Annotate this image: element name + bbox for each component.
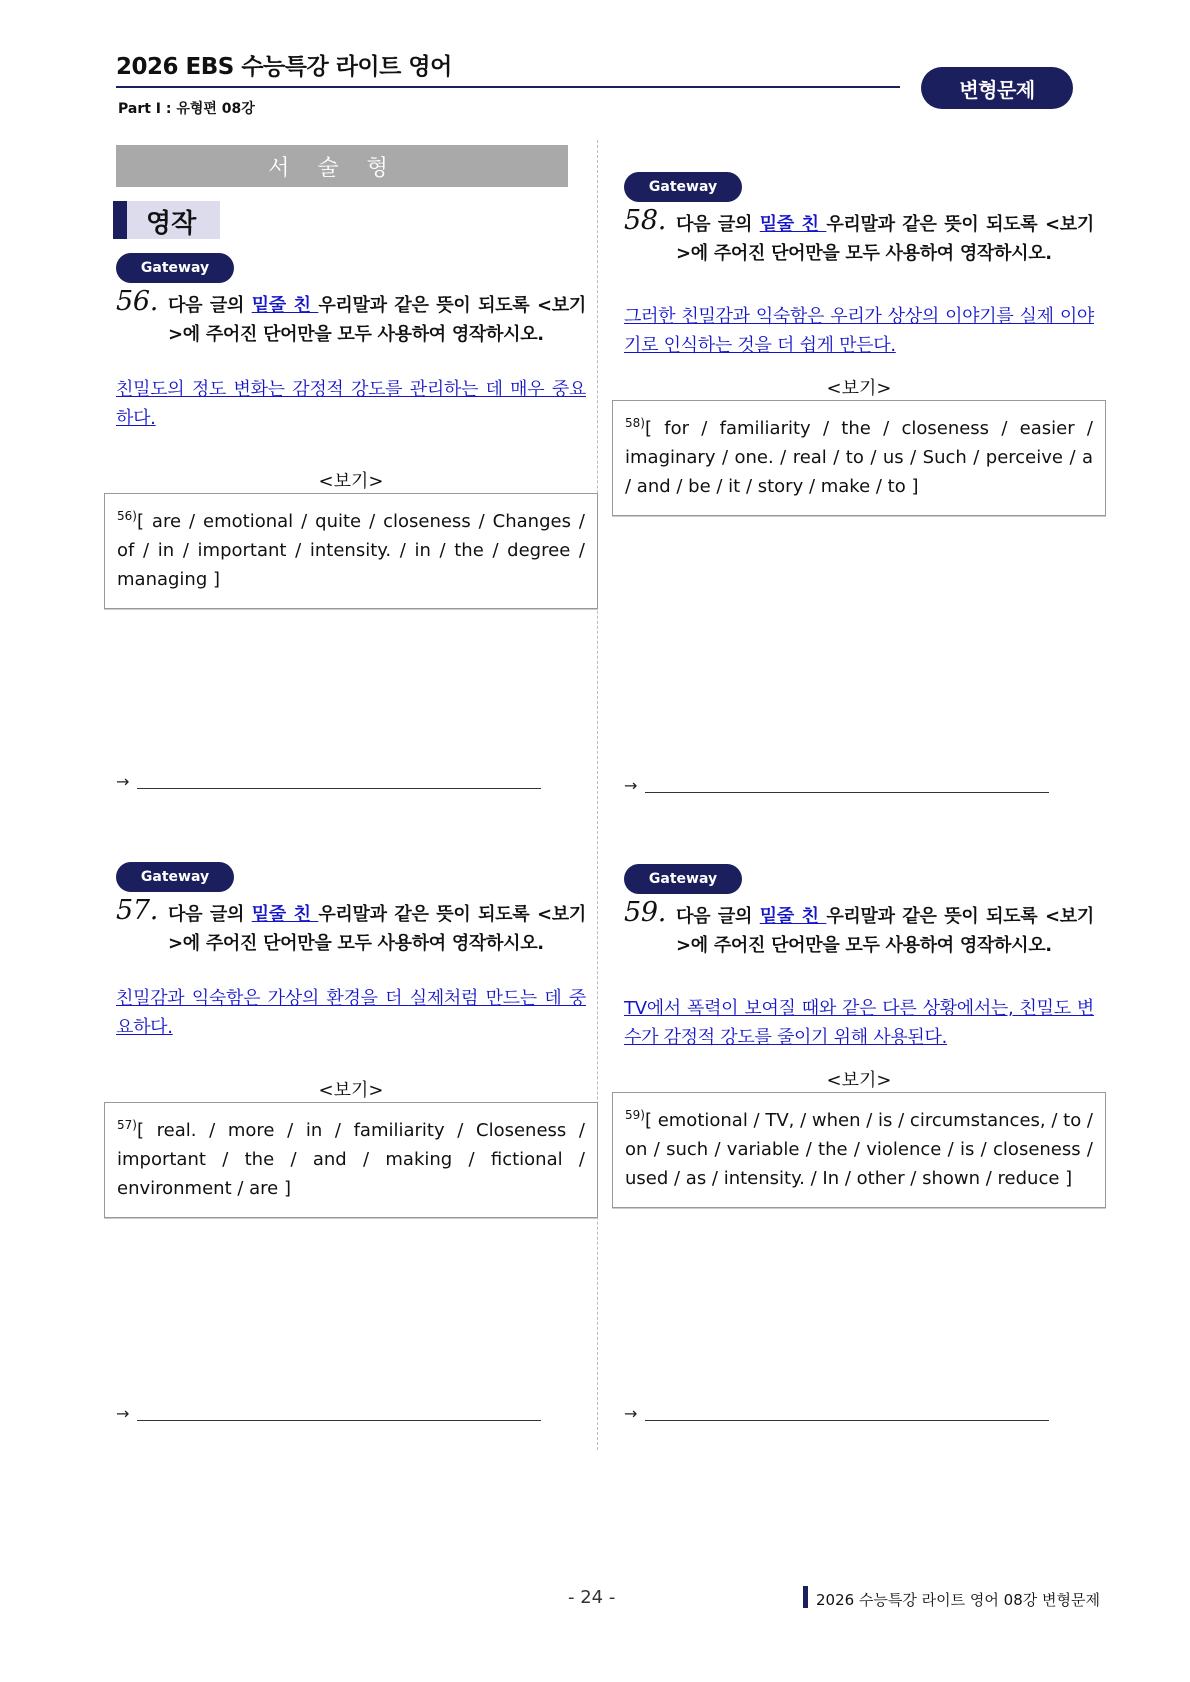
bogi-words: [ emotional / TV, / when / is / circumstances, / to / on / such / variable / the / violence / is / closeness / used / as / intensity. / In / other / shown / reduce ] <box>625 1110 1093 1189</box>
korean-sentence: 그러한 친밀감과 익숙함은 우리가 상상의 이야기를 실제 이야기로 인식하는 것을 더 쉽게 만든다. <box>624 306 1094 356</box>
underline-keyword: 밑줄 친 <box>251 904 319 925</box>
variant-badge: 변형문제 <box>921 67 1073 109</box>
bogi-number: 58) <box>625 416 645 430</box>
answer-line-59[interactable]: → <box>624 1404 1049 1423</box>
question-56 <box>116 253 586 609</box>
section-title: 서술형 <box>116 145 568 187</box>
bogi-words: [ real. / more / in / familiarity / Closeness / important / the / and / making / fictional / environment / are ] <box>117 1120 585 1199</box>
korean-sentence: TV에서 폭력이 보여질 때와 같은 다른 상황에서는, 친밀도 변수가 감정적 강도를 줄이기 위해 사용된다. <box>624 998 1094 1048</box>
question-number: 56. <box>116 286 159 317</box>
question-number: 58. <box>624 205 667 236</box>
bogi-number: 56) <box>117 509 137 523</box>
gateway-badge: Gateway <box>624 172 742 202</box>
bogi-box <box>612 400 1106 516</box>
bogi-label: <보기> <box>318 471 384 492</box>
header-rule <box>116 86 900 88</box>
bogi-label: <보기> <box>826 1070 892 1091</box>
subsection-title: 영작 <box>146 209 197 239</box>
footer-marker <box>803 1586 808 1608</box>
question-number: 59. <box>624 897 667 928</box>
underline-keyword: 밑줄 친 <box>251 295 319 316</box>
gateway-badge: Gateway <box>116 253 234 283</box>
bogi-box <box>104 1102 598 1218</box>
bogi-number: 59) <box>625 1108 645 1122</box>
part-label: Part Ⅰ : 유형편 08강 <box>118 101 255 117</box>
footer-text: 2026 수능특강 라이트 영어 08강 변형문제 <box>816 1591 1100 1609</box>
question-prompt: 59. 다음 글의 밑줄 친 우리말과 같은 뜻이 되도록 <보기>에 주어진 단어만을 모두 사용하여 영작하시오. <box>624 897 1094 956</box>
answer-line-57[interactable]: → <box>116 1404 541 1423</box>
bogi-words: [ are / emotional / quite / closeness / Changes / of / in / important / intensity. / in / the / degree / managing ] <box>117 511 585 590</box>
answer-blank[interactable] <box>137 788 541 789</box>
subsection-marker <box>113 201 127 239</box>
korean-sentence: 친밀도의 정도 변화는 감정적 강도를 관리하는 데 매우 중요하다. <box>116 379 586 429</box>
gateway-badge: Gateway <box>624 864 742 894</box>
bogi-label: <보기> <box>826 378 892 399</box>
question-58 <box>624 172 1094 516</box>
underline-keyword: 밑줄 친 <box>759 214 827 235</box>
answer-line-56[interactable]: → <box>116 772 541 791</box>
bogi-box <box>104 493 598 609</box>
answer-blank[interactable] <box>645 792 1049 793</box>
document-title: 2026 EBS 수능특강 라이트 영어 <box>116 54 452 80</box>
bogi-number: 57) <box>117 1118 137 1132</box>
question-number: 57. <box>116 895 159 926</box>
page-number: - 24 - <box>568 1587 616 1608</box>
question-prompt: 56. 다음 글의 밑줄 친 우리말과 같은 뜻이 되도록 <보기>에 주어진 단어만을 모두 사용하여 영작하시오. <box>116 286 586 345</box>
question-57 <box>116 862 586 1218</box>
bogi-label: <보기> <box>318 1080 384 1101</box>
question-59 <box>624 864 1094 1208</box>
answer-blank[interactable] <box>137 1420 541 1421</box>
answer-line-58[interactable]: → <box>624 776 1049 795</box>
korean-sentence: 친밀감과 익숙함은 가상의 환경을 더 실제처럼 만드는 데 중요하다. <box>116 988 586 1038</box>
column-divider <box>597 140 598 1450</box>
underline-keyword: 밑줄 친 <box>759 906 827 927</box>
question-prompt: 58. 다음 글의 밑줄 친 우리말과 같은 뜻이 되도록 <보기>에 주어진 단어만을 모두 사용하여 영작하시오. <box>624 205 1094 264</box>
answer-blank[interactable] <box>645 1420 1049 1421</box>
bogi-box <box>612 1092 1106 1208</box>
question-prompt: 57. 다음 글의 밑줄 친 우리말과 같은 뜻이 되도록 <보기>에 주어진 단어만을 모두 사용하여 영작하시오. <box>116 895 586 954</box>
bogi-words: [ for / familiarity / the / closeness / easier / imaginary / one. / real / to / us / Such / perceive / a / and / be / it / story / make / to ] <box>625 418 1093 497</box>
gateway-badge: Gateway <box>116 862 234 892</box>
